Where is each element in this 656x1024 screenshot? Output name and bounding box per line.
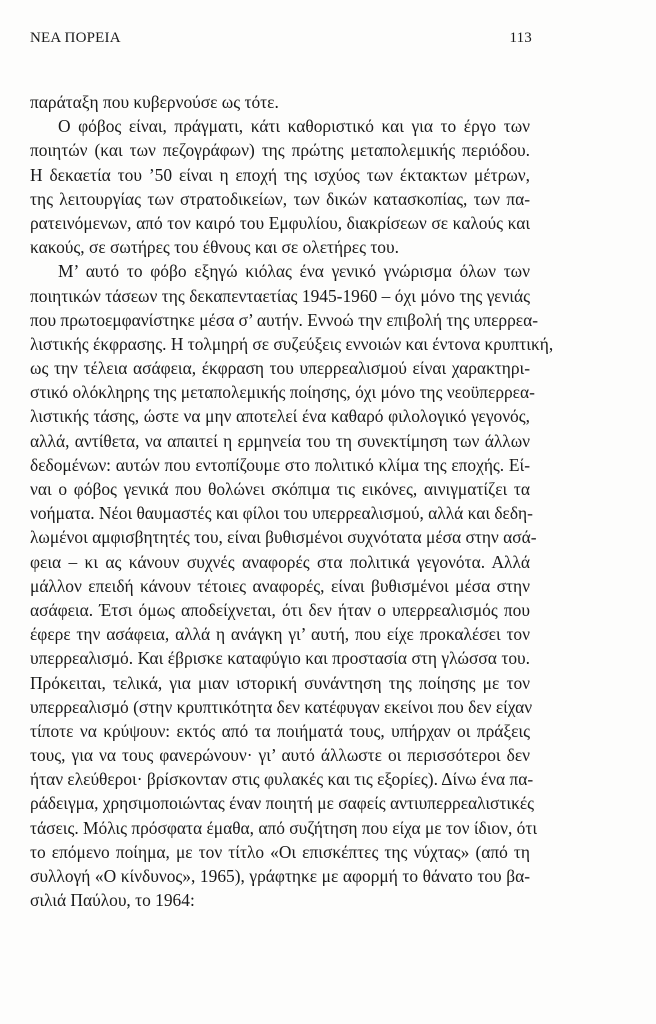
text-line: ρατεινόμενων, από τον καιρό του Εμφυλίου, διακρίσεων σε καλούς και bbox=[30, 212, 530, 233]
running-title: ΝΕΑ ΠΟΡΕΙΑ bbox=[30, 30, 121, 46]
text-line: δεδομένων: αυτών που εντοπίζουμε στο πολιτικό κλίμα της εποχής. Εί- bbox=[30, 454, 530, 475]
text-line: αλλά, αντίθετα, να απαιτεί η ερμηνεία του τη συνεκτίμηση των άλλων bbox=[30, 430, 530, 451]
text-line: λιστικής έκφρασης. Η τολμηρή σε συζεύξεις εννοιών και έντονα κρυπτική, bbox=[30, 333, 554, 354]
text-line: ράδειγμα, χρησιμοποιώντας έναν ποιητή με σαφείς αντιυπερρεαλιστικές bbox=[30, 793, 535, 814]
text-line: Πρόκειται, τελικά, για μιαν ιστορική συνάντηση της ποίησης με τον bbox=[30, 672, 530, 693]
body-text bbox=[30, 90, 554, 912]
text-line: ποιητικών τάσεων της δεκαπενταετίας 1945-1960 – όχι μόνο της γενιάς bbox=[30, 285, 530, 306]
text-line: υπερρεαλισμό (στην κρυπτικότητα δεν κατέφυγαν εκείνοι που δεν είχαν bbox=[30, 696, 533, 717]
text-line: Η δεκαετία του ’50 είναι η εποχή της ισχύος των έκτακτων μέτρων, bbox=[30, 164, 530, 185]
text-line: υπερρεαλισμό. Και έβρισκε καταφύγιο και προστασία στη γλώσσα του. bbox=[30, 648, 530, 669]
text-line: το επόμενο ποίημα, με τον τίτλο «Οι επισκέπτες της νύχτας» (από τη bbox=[30, 841, 530, 862]
text-line: τους, για να τους φανερώνουν· γι’ αυτό άλλωστε οι περισσότεροι δεν bbox=[30, 745, 530, 766]
text-line: φεια – κι ας κάνουν συχνές αναφορές στα πολιτικά γεγονότα. Αλλά bbox=[30, 551, 530, 572]
text-line: σιλιά Παύλου, το 1964: bbox=[30, 890, 195, 911]
text-line: ήταν ελεύθεροι· βρίσκονταν στις φυλακές και τις εξορίες). Δίνω ένα πα- bbox=[30, 769, 534, 790]
text-line: ασάφεια. Έτσι όμως αποδείχνεται, ότι δεν ήταν ο υπερρεαλισμός που bbox=[30, 599, 530, 620]
text-line: έφερε την ασάφεια, αλλά η ανάγκη γι’ αυτή, που είχε προκαλέσει τον bbox=[30, 624, 530, 645]
text-line: νοήματα. Νέοι θαυμαστές και φίλοι του υπερρεαλισμού, αλλά και δεδη- bbox=[30, 503, 533, 524]
text-line: ως την τέλεια ασάφεια, έκφραση του υπερρεαλισμού είναι χαρακτηρι- bbox=[30, 358, 530, 379]
text-line: της λειτουργίας των στρατοδικείων, των δικών κατασκοπίας, των πα- bbox=[30, 188, 530, 209]
text-line: μάλλον επειδή κάνουν τέτοιες αναφορές, είναι βυθισμένοι μέσα στην bbox=[30, 575, 530, 596]
running-header bbox=[30, 30, 532, 50]
text-line: συλλογή «Ο κίνδυνος», 1965), γράφτηκε με αφορμή το θάνατο του βα- bbox=[30, 866, 530, 886]
text-line: ποιητών (και των πεζογράφων) της πρώτης μεταπολεμικής περιόδου. bbox=[30, 140, 530, 161]
text-line: λωμένοι αμφισβητητές του, είναι βυθισμένοι συχνότατα μέσα στην ασά- bbox=[30, 527, 537, 548]
text-line: τίποτε να κρύψουν: εκτός από τα ποιήματά τους, υπήρχαν οι πράξεις bbox=[30, 720, 530, 741]
text-line: παράταξη που κυβερνούσε ως τότε. bbox=[30, 92, 279, 112]
text-line: που πρωτοεμφανίστηκε μέσα σ’ αυτήν. Εννοώ την επιβολή της υπερρεα- bbox=[30, 309, 538, 330]
text-line: Μ’ αυτό το φόβο εξηγώ κιόλας ένα γενικό γνώρισμα όλων των bbox=[58, 261, 530, 282]
text-line: κακούς, σε σωτήρες του έθνους και σε ολετήρες του. bbox=[30, 237, 399, 258]
text-line: στικό ολόκληρης της μεταπολεμικής ποίησης, όχι μόνο της νεοϋπερρεα- bbox=[30, 382, 535, 403]
text-line: ναι ο φόβος γενικά που θολώνει σκόπιμα τις εικόνες, αινιγματίζει τα bbox=[30, 479, 530, 499]
text-line: λιστικής τάσης, ώστε να μην αποτελεί ένα καθαρό φιλολογικό γεγονός, bbox=[30, 406, 530, 427]
text-line: τάσεις. Μόλις πρόσφατα έμαθα, από συζήτηση που είχα με τον ίδιον, ότι bbox=[30, 817, 538, 838]
text-line: Ο φόβος είναι, πράγματι, κάτι καθοριστικό και για το έργο των bbox=[58, 116, 530, 137]
page-number: 113 bbox=[509, 30, 532, 46]
